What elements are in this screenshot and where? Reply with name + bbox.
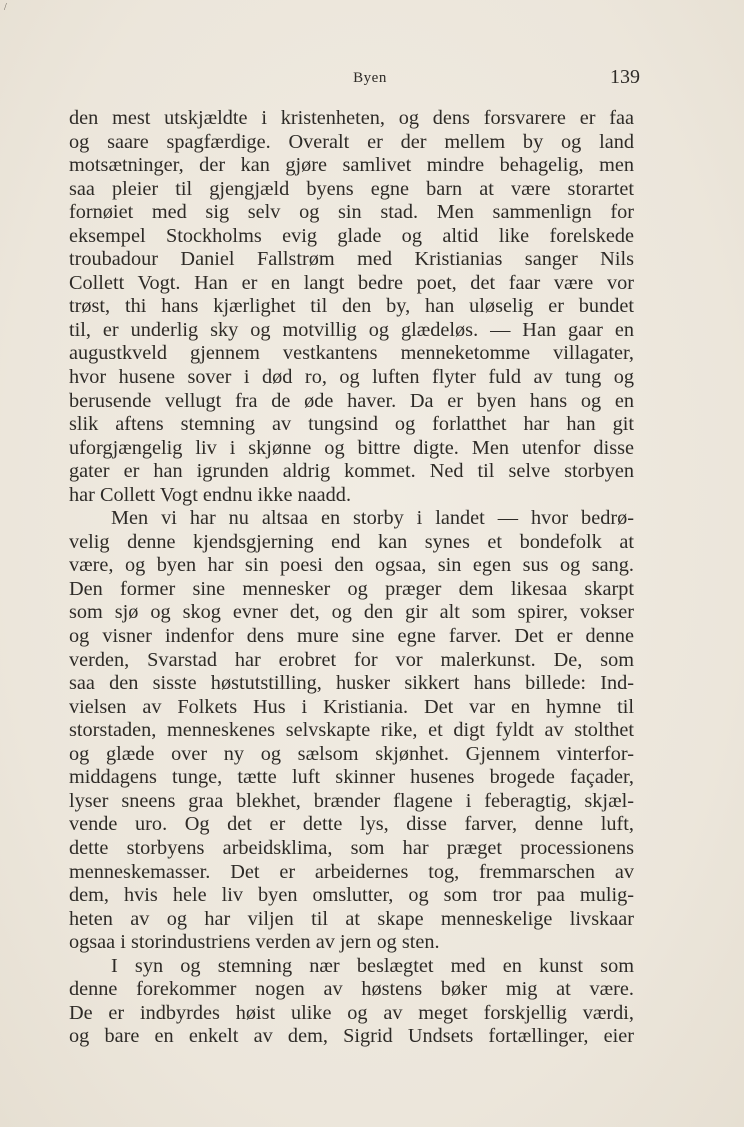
text-line: dem, hvis hele liv byen omslutter, og som tror paa mulig-: [69, 884, 634, 907]
text-line: ogsaa i storindustriens verden av jern og sten.: [69, 931, 440, 954]
text-line: slik aftens stemning av tungsind og forlatthet har han git: [69, 413, 634, 436]
text-line: saa pleier til gjengjæld byens egne barn at være storartet: [69, 177, 634, 200]
text-line: Collett Vogt. Han er en langt bedre poet, det faar være vor: [69, 271, 634, 294]
text-line: være, og byen har sin poesi den ogsaa, sin egen sus og sang.: [69, 554, 634, 577]
text-line: heten av og har viljen til at skape menneskelige livskaar: [69, 907, 634, 930]
text-line: vende uro. Og det er dette lys, disse farver, denne luft,: [69, 813, 634, 836]
text-line: motsætninger, der kan gjøre samlivet mindre behagelig, men: [69, 154, 634, 177]
text-line: eksempel Stockholms evig glade og altid like forelskede: [69, 224, 634, 247]
running-head: [0, 66, 744, 94]
text-line: trøst, thi hans kjærlighet til den by, han uløselig er bundet: [69, 295, 634, 318]
text-line: augustkveld gjennem vestkantens menneketomme villagater,: [69, 342, 634, 365]
text-line: og saare spagfærdige. Overalt er der mellem by og land: [69, 130, 634, 153]
text-line: De er indbyrdes høist ulike og av meget forskjellig værdi,: [69, 1001, 634, 1024]
text-line: saa den sisste høstutstilling, husker sikkert hans billede: Ind-: [69, 672, 634, 695]
paragraph-start-line: Men vi har nu altsaa en storby i landet — hvor bedrø-: [111, 507, 634, 530]
text-line: har Collett Vogt endnu ikke naadd.: [69, 483, 352, 506]
text-line: vielsen av Folkets Hus i Kristiania. Det var en hymne til: [69, 695, 634, 718]
text-line: og glæde over ny og sælsom skjønhet. Gjennem vinterfor-: [69, 742, 634, 765]
text-line: berusende vellugt fra de øde haver. Da er byen hans og en: [69, 389, 634, 412]
text-line: uforgjængelig liv i skjønne og bittre digte. Men utenfor disse: [69, 436, 634, 459]
body-text: [69, 107, 634, 1049]
text-line: verden, Svarstad har erobret for vor malerkunst. De, som: [69, 648, 634, 671]
text-line: middagens tunge, tætte luft skinner husenes brogede façader,: [69, 766, 634, 789]
text-line: Den former sine mennesker og præger dem likesaa skarpt: [69, 577, 634, 600]
running-title: Byen: [353, 70, 387, 86]
text-line: velig denne kjendsgjerning end kan synes et bondefolk at: [69, 530, 634, 553]
text-line: lyser sneens graa blekhet, brænder flagene i feberagtig, skjæl-: [69, 789, 634, 812]
text-line: dette storbyens arbeidsklima, som har præget processionens: [69, 836, 634, 859]
text-line: denne forekommer nogen av høstens bøker mig at være.: [69, 978, 634, 1001]
text-line: gater er han igrunden aldrig kommet. Ned til selve storbyen: [69, 460, 634, 483]
text-line: troubadour Daniel Fallstrøm med Kristianias sanger Nils: [69, 248, 634, 271]
text-line: hvor husene sover i død ro, og luften flyter fuld av tung og: [69, 366, 634, 389]
text-line: som sjø og skog evner det, og den gir alt som spirer, vokser: [69, 601, 634, 624]
text-line: og visner indenfor dens mure sine egne farver. Det er denne: [69, 625, 634, 648]
text-line: og bare en enkelt av dem, Sigrid Undsets fortællinger, eier: [69, 1025, 634, 1048]
page-number: 139: [610, 66, 640, 88]
text-line: fornøiet med sig selv og sin stad. Men sammenlign for: [69, 201, 634, 224]
paragraph-start-line: I syn og stemning nær beslægtet med en kunst som: [111, 954, 634, 977]
text-line: storstaden, menneskenes selvskapte rike, et digt fyldt av stolthet: [69, 719, 634, 742]
text-line: til, er underlig sky og motvillig og glædeløs. — Han gaar en: [69, 318, 634, 341]
text-line: menneskemasser. Det er arbeidernes tog, fremmarschen av: [69, 860, 634, 883]
corner-pencil-mark: /: [4, 2, 7, 13]
text-line: den mest utskjældte i kristenheten, og dens forsvarere er faa: [69, 107, 634, 129]
